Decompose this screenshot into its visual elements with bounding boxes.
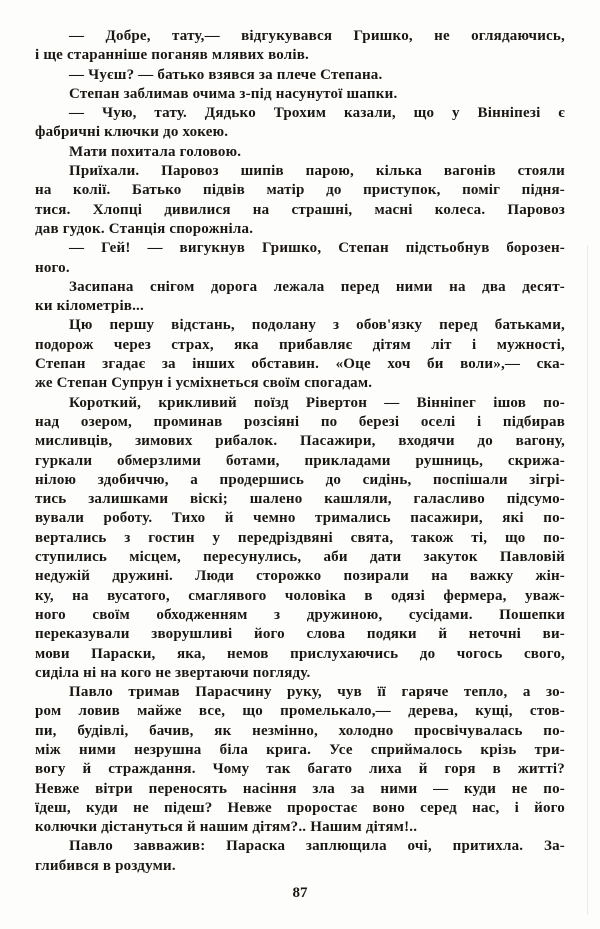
paragraph — [35, 85, 565, 104]
text-line: Приїхали. Паровоз шипів парою, кілька вагонів стояли — [69, 163, 565, 180]
paragraph — [35, 837, 565, 876]
text-line: ку, на вусатого, смаглявого чоловіка в одязі фермера, уваж- — [35, 587, 565, 604]
text-line: ступились місцем, пересунулись, аби дати закуток Павловій — [35, 549, 565, 566]
text-line: Цю першу відстань, подолану з обов'язку перед батьками, — [69, 317, 565, 334]
text-line: недужій дружині. Люди сторожко позирали на важку жін- — [35, 568, 565, 585]
paragraph — [35, 394, 565, 683]
text-line: ного. — [35, 259, 70, 276]
text-line: ного своїм обходженням з дружиною, сусідами. Пошепки — [35, 606, 565, 623]
text-line: вогу й страждання. Чому так багато лиха й горя в житті? — [35, 761, 565, 778]
text-line: ром ловив майже все, що промелькало,— дерева, кущі, стов- — [35, 703, 565, 720]
paragraph — [35, 683, 565, 837]
text-line: — Чуєш? — батько взявся за плече Степана. — [69, 66, 383, 83]
text-line: мови Параски, яка, немов прислухаючись до чогось свого, — [35, 645, 565, 662]
text-line: глибився в роздуми. — [35, 857, 176, 874]
text-line: дав гудок. Станція спорожніла. — [35, 220, 254, 237]
text-line: Короткий, крикливий поїзд Рівертон — Вінніпег ішов по- — [69, 394, 565, 411]
text-line: над озером, проминав розсіяні по березі оселі і підбирав — [35, 413, 565, 430]
text-line: гуркали обмерзлими ботами, прикладами рушниць, скрижа- — [35, 452, 565, 469]
text-line: фабричні ключки до хокею. — [35, 124, 229, 141]
text-line: Павло тримав Парасчину руку, чув її гаряче тепло, а зо- — [69, 684, 565, 701]
text-line: — Чую, тату. Дядько Трохим казали, що у Вінніпезі є — [69, 105, 565, 122]
text-line: між ними незрушна біла крига. Усе сприймалось крізь три- — [35, 741, 565, 758]
page-text — [35, 27, 565, 876]
page-number: 87 — [292, 885, 308, 902]
text-line: подорож через страх, яка прибавляє дітям літ і мужності, — [35, 336, 565, 353]
page-edge-line — [587, 245, 588, 915]
text-line: Павло завважив: Параска заплющила очі, притихла. За- — [69, 838, 565, 855]
text-line: Степан згадає за інших обставин. «Оце хоч би воли»,— ска- — [35, 356, 565, 373]
text-line: пи, будівлі, бачив, як незмінно, холодно просвічувалась по- — [35, 722, 565, 739]
text-line: мисливців, зимових рибалок. Пасажири, входячи до вагону, — [35, 433, 565, 450]
paragraph — [35, 316, 565, 393]
text-line: Степан заблимав очима з-під насунутої шапки. — [69, 85, 398, 102]
text-line: сиділа ні на кого не звертаючи погляду. — [35, 664, 311, 681]
text-line: вертались з гостин у передріздвяні свята, також ті, що по- — [35, 529, 565, 546]
paragraph — [35, 162, 565, 239]
text-line: колючки дістануться й нашим дітям?.. Нашим дітям!.. — [35, 819, 418, 836]
text-line: на колії. Батько підвів матір до приступок, поміг підня- — [35, 182, 565, 199]
paragraph — [35, 66, 565, 85]
paragraph — [35, 104, 565, 143]
text-line: Мати похитала головою. — [69, 143, 242, 160]
text-line: же Степан Супрун і усміхнеться своїм спогадам. — [35, 375, 373, 392]
text-line: тися. Хлопці дивилися на страшні, масні колеса. Паровоз — [35, 201, 565, 218]
text-line: і ще старанніше поганяв млявих волів. — [35, 47, 310, 64]
paragraph — [35, 143, 565, 162]
text-line: — Гей! — вигукнув Гришко, Степан підстьобнув борозен- — [69, 240, 565, 257]
text-line: вували роботу. Тихо й чемно тримались пасажири, які по- — [35, 510, 565, 527]
text-line: нілою здобиччю, а продершись до сидінь, поспішали зігрі- — [35, 471, 565, 488]
text-line: ки кілометрів... — [35, 298, 144, 315]
paragraph — [35, 239, 565, 278]
text-line: тись залишками віскі; шалено кашляли, галасливо підсумо- — [35, 491, 565, 508]
text-line: їдеш, куди не підеш? Невже проростає воно серед нас, і його — [35, 799, 565, 816]
text-line: — Добре, тату,— відгукувався Гришко, не оглядаючись, — [69, 28, 565, 44]
paragraph — [35, 27, 565, 66]
text-line: Засипана снігом дорога лежала перед ними на два десят- — [69, 278, 565, 295]
paragraph — [35, 278, 565, 317]
text-line: переказували зворушливі його слова подяки й неточні ви- — [35, 626, 565, 643]
text-line: Невже вітри переносять насіння зла за ними — куди не по- — [35, 780, 565, 797]
